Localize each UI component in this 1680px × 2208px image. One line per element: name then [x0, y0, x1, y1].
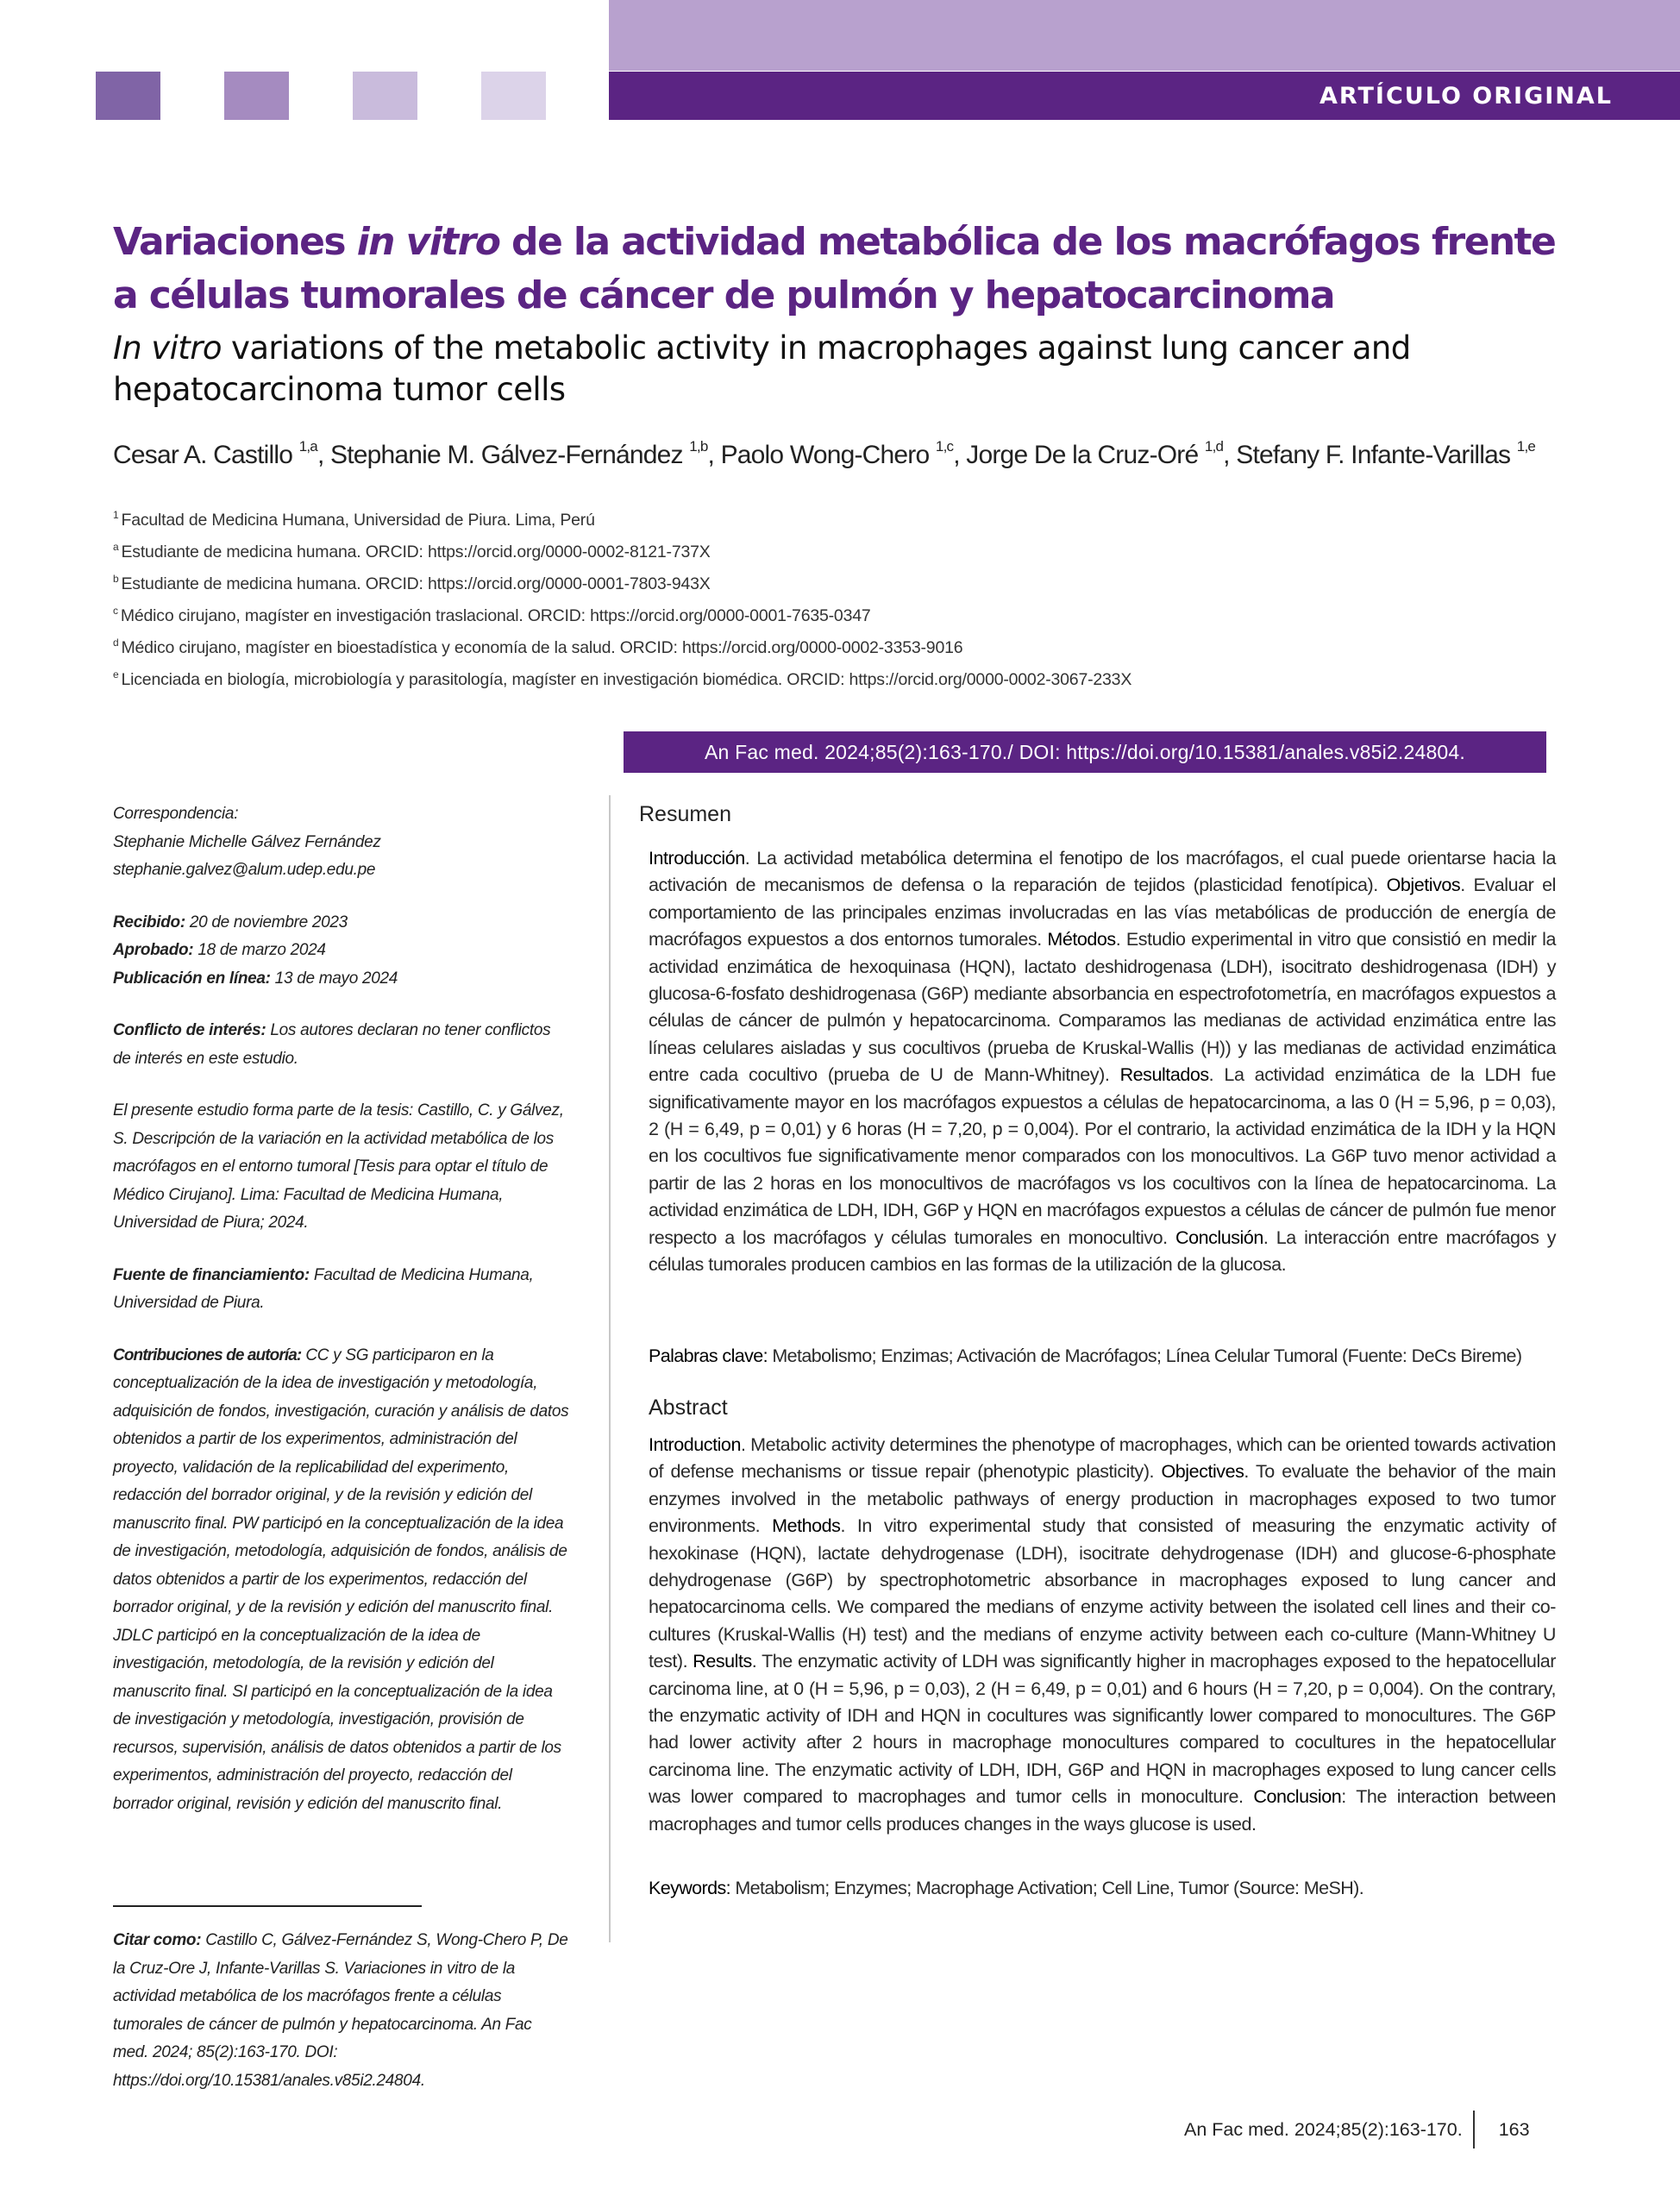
cite-label: Citar como:	[113, 1931, 202, 1949]
decorative-square	[224, 72, 289, 120]
affiliation-text: Estudiante de medicina humana. ORCID: https://orcid.org/0000-0001-7803-943X	[121, 574, 711, 593]
palabras-clave	[649, 1346, 1556, 1367]
article-title-en	[113, 328, 1562, 411]
received-label: Recibido:	[113, 913, 185, 932]
correspondence-label: Correspondencia:	[113, 805, 239, 823]
author-name: Stephanie M. Gálvez-Fernández	[330, 441, 683, 469]
section-label: Conclusión	[1175, 1226, 1263, 1248]
page-footer	[1184, 2111, 1530, 2148]
article-title-es	[113, 216, 1562, 323]
affiliation-text: Estudiante de medicina humana. ORCID: https://orcid.org/0000-0002-8121-737X	[121, 543, 711, 561]
section-label: Objectives	[1161, 1461, 1244, 1483]
resumen-body	[649, 845, 1556, 1279]
author-separator: ,	[707, 441, 721, 469]
correspondence-name: Stephanie Michelle Gálvez Fernández	[113, 832, 381, 851]
decorative-square	[353, 72, 417, 120]
affiliation-mark: e	[113, 668, 119, 681]
abstract-heading: Abstract	[649, 1396, 728, 1420]
approved-label: Aprobado:	[113, 941, 194, 959]
author-separator: ,	[1223, 441, 1237, 469]
author-separator: ,	[953, 441, 967, 469]
author-name: Cesar A. Castillo	[113, 441, 293, 469]
abstract-body	[649, 1432, 1556, 1838]
header-dark-band	[609, 72, 1680, 120]
section-text: . Estudio experimental in vitro que consistió en medir la actividad enzimática de hexoquinasa (HQN), lactato deshidrogenasa (LDH), isocitrato deshidrogenasa (IDH) y glucosa-6-fosfato deshidrogenasa (G6P) mediante absorbancia en espectrofotometría, en macrófagos expuestos a células de cáncer de pulmón y hepatocarcinoma. Comparamos las medianas de actividad enzimática entre las líneas celulares aisladas y sus cocultivos (prueba de Kruskal-Wallis (H)) y las medianas de actividad enzimática entre cada cocultivo (prueba de U de Mann-Whitney).	[649, 929, 1556, 1086]
footer-journal-ref: An Fac med. 2024;85(2):163-170.	[1184, 2118, 1463, 2140]
affiliations	[113, 502, 1579, 693]
keywords-label: Palabras clave:	[649, 1346, 768, 1366]
doi-band	[624, 731, 1546, 773]
section-text: . La actividad enzimática de la LDH fue significativamente mayor en los macrófagos expuestos a células de hepatocarcinoma, a las 0 (H = 5,96, p = 0,03), 2 (H = 6,49, p = 0,01) y 6 horas (H = 7,20, p = 0,004). Por el contrario, la actividad enzimática de la IDH y la HQN en los cocultivos fue significativamente menor comparados con los monocultivos. La G6P tuvo menor actividad a partir de las 2 horas en los monocultivos de macrófagos vs los cocultivos con la línea de hepatocarcinoma. La actividad enzimática de LDH, IDH, G6P y HQN en macrófagos expuestos a células de cáncer de pulmón fue menor respecto a los macrófagos y células tumorales en monocultivo.	[649, 1064, 1556, 1248]
affiliation-mark: d	[113, 637, 119, 649]
section-label: Introduction	[649, 1434, 741, 1455]
keywords-text: Metabolismo; Enzimas; Activación de Macrófagos; Línea Celular Tumoral (Fuente: DeCs Bireme)	[768, 1346, 1522, 1366]
published-date: 13 de mayo 2024	[270, 969, 398, 988]
author-affiliation-mark: 1,b	[689, 438, 708, 455]
keywords-label: Keywords:	[649, 1878, 730, 1898]
correspondence	[113, 800, 570, 885]
section-text: . In vitro experimental study that consisted of measuring the enzymatic activity of hexokinase (HQN), lactate dehydrogenase (LDH), isocitrate dehydrogenase (IDH) and glucose-6-phosphate dehydrogenase (G6P) by spectrophotometric absorbance in macrophages exposed to lung cancer and hepatocarcinoma cells. We compared the medians of enzyme activity between the isolated cell lines and their co-cultures (Kruskal-Wallis (H) test) and the medians of enzyme activity between each co-culture (Mann-Whitney U test).	[649, 1515, 1556, 1672]
title-es-text: Variaciones	[113, 220, 357, 264]
section-label: Objetivos	[1386, 875, 1461, 896]
conflict-label: Conflicto de interés:	[113, 1021, 266, 1039]
thesis-note: El presente estudio forma parte de la tesis: Castillo, C. y Gálvez, S. Descripción de la variación en la actividad metabólica de los macrófagos en el entorno tumoral [Tesis para optar el título de Médico Cirujano]. Lima: Facultad de Medicina Humana, Universidad de Piura; 2024.	[113, 1101, 564, 1232]
section-text: : The interaction between macrophages and tumor cells produces changes in the ways glucose is used.	[649, 1786, 1556, 1835]
author-affiliation-mark: 1,d	[1204, 438, 1224, 455]
author-list	[113, 438, 1665, 470]
sidebar-metadata	[113, 800, 570, 1846]
author-affiliation-mark: 1,c	[935, 438, 954, 455]
section-label: Resultados	[1119, 1064, 1209, 1086]
approved-date: 18 de marzo 2024	[193, 941, 326, 959]
section-label: Introducción	[649, 848, 745, 869]
affiliation-item	[113, 598, 1579, 630]
correspondence-email[interactable]: stephanie.galvez@alum.udep.edu.pe	[113, 861, 376, 879]
decorative-square	[481, 72, 546, 120]
section-label: Results	[693, 1651, 752, 1672]
section-label: ARTÍCULO ORIGINAL	[1320, 82, 1613, 110]
author-affiliation-mark: 1,a	[298, 438, 317, 455]
keywords	[649, 1878, 1556, 1899]
contrib-label: Contribuciones de autoría:	[113, 1346, 302, 1364]
section-text: . The enzymatic activity of LDH was significantly higher in macrophages exposed to the hepatocellular carcinoma line, at 0 (H = 5,96, p = 0,03), 2 (H = 6,49, p = 0,01) and 6 hours (H = 7,20, p = 0,004). On the contrary, the enzymatic activity of IDH and HQN in cocultures was significantly lower compared to monocultures. The G6P had lower activity after 2 hours in macrophage monocultures compared to cocultures in the hepatocellular carcinoma line. The enzymatic activity of LDH, IDH, G6P and HQN in macrophages exposed to lung cancer cells was lower compared to macrophages and tumor cells in monoculture.	[649, 1651, 1556, 1808]
section-text: . Evaluar el comportamiento de las principales enzimas involucradas en las vías metabólicas de producción de energía de macrófagos expuestos a dos entornos tumorales.	[649, 875, 1556, 950]
decorative-square	[96, 72, 160, 120]
author-contributions	[113, 1342, 570, 1819]
affiliation-mark: 1	[113, 509, 119, 521]
published-label: Publicación en línea:	[113, 969, 271, 988]
funding	[113, 1262, 570, 1318]
title-en-text: variations of the metabolic activity in macrophages against lung cancer and hepatocarcinoma tumor cells	[113, 329, 1411, 408]
cite-text: Castillo C, Gálvez-Fernández S, Wong-Chero P, De la Cruz-Ore J, Infante-Varillas S. Variaciones in vitro de la actividad metabólica de los macrófagos frente a células tumorales de cáncer de pulmón y hepatocarcinoma. An Fac med. 2024; 85(2):163-170. DOI: https://doi.org/10.15381/anales.v85i2.24804.	[113, 1931, 568, 2090]
affiliation-mark: c	[113, 605, 118, 617]
author-affiliation-mark: 1,e	[1516, 438, 1536, 455]
author-separator: ,	[317, 441, 331, 469]
affiliation-mark: b	[113, 573, 119, 585]
author-name: Jorge De la Cruz-Oré	[966, 441, 1199, 469]
title-es-italic: in vitro	[356, 220, 500, 264]
section-label: Methods	[772, 1515, 841, 1537]
affiliation-text: Licenciada en biología, microbiología y parasitología, magíster en investigación biomédica. ORCID: https://orcid.org/0000-0002-3067-233X	[121, 670, 1132, 689]
affiliation-text: Médico cirujano, magíster en bioestadística y economía de la salud. ORCID: https://orcid.org/0000-0002-3353-9016	[121, 638, 963, 657]
conflict-text: Los autores declaran no tener conflictos de interés en este estudio.	[113, 1021, 551, 1068]
funding-label: Fuente de financiamiento:	[113, 1265, 310, 1284]
cite-as	[113, 1927, 570, 2095]
section-text: . La actividad metabólica determina el fenotipo de los macrófagos, el cual puede orientarse hacia la activación de mecanismos de defensa o la reparación de tejidos (plasticidad fenotípica).	[649, 848, 1556, 896]
affiliation-item	[113, 534, 1579, 566]
resumen-heading: Resumen	[639, 802, 731, 826]
conflict-of-interest	[113, 1017, 570, 1073]
author-name: Paolo Wong-Chero	[720, 441, 930, 469]
footer-divider	[1473, 2111, 1475, 2148]
affiliation-item	[113, 566, 1579, 598]
received-date: 20 de noviembre 2023	[185, 913, 348, 932]
author-name: Stefany F. Infante-Varillas	[1236, 441, 1511, 469]
title-es-text: de la actividad metabólica de los macrófagos frente a células tumorales de cáncer de pulmón y hepatocarcinoma	[113, 220, 1556, 317]
affiliation-item	[113, 662, 1579, 693]
title-en-italic: In vitro	[113, 329, 222, 367]
affiliation-text: Facultad de Medicina Humana, Universidad de Piura. Lima, Perú	[121, 511, 595, 530]
affiliation-item	[113, 502, 1579, 534]
section-text: . La interacción entre macrófagos y células tumorales producen cambios en las formas de la utilización de la glucosa.	[649, 1226, 1556, 1276]
section-label: Métodos	[1047, 929, 1116, 950]
section-text: . To evaluate the behavior of the main enzymes involved in the metabolic pathways of energy production in macrophages exposed to two tumor environments.	[649, 1461, 1556, 1537]
contrib-text: CC y SG participaron en la conceptualización de la idea de investigación y metodología, adquisición de fondos, investigación, curación y análisis de datos obtenidos a partir de los experimentos, administración del proyecto, validación de la replicabilidad del experimento, redacción del borrador original, y de la revisión y edición del manuscrito final. PW participó en la conceptualización de la idea de investigación, metodología, adquisición de fondos, análisis de datos obtenidos a partir de los experimentos, redacción del borrador original, y de la revisión y edición del manuscrito final. JDLC participó en la conceptualización de la idea de investigación, metodología, de la revisión y edición del manuscrito final. SI participó en la conceptualización de la idea de investigación y metodología, investigación, provisión de recursos, supervisión, análisis de datos obtenidos a partir de los experimentos, administración del proyecto, redacción del borrador original, revisión y edición del manuscrito final.	[113, 1346, 569, 1813]
doi-citation[interactable]: An Fac med. 2024;85(2):163-170./ DOI: https://doi.org/10.15381/anales.v85i2.24804.	[704, 740, 1466, 763]
affiliation-text: Médico cirujano, magíster en investigación traslacional. ORCID: https://orcid.org/0000-0001-7635-0347	[120, 606, 871, 625]
column-divider	[609, 795, 611, 1942]
header-light-band	[609, 0, 1680, 71]
funding-text: Facultad de Medicina Humana, Universidad de Piura.	[113, 1265, 534, 1312]
section-text: . Metabolic activity determines the phenotype of macrophages, which can be oriented towards activation of defense mechanisms or tissue repair (phenotypic plasticity).	[649, 1434, 1556, 1483]
affiliation-mark: a	[113, 541, 119, 553]
affiliation-item	[113, 630, 1579, 662]
section-label: Conclusion	[1253, 1786, 1342, 1808]
footnote-rule	[113, 1905, 422, 1907]
page-number: 163	[1498, 2118, 1530, 2140]
keywords-text: Metabolism; Enzymes; Macrophage Activation; Cell Line, Tumor (Source: MeSH).	[730, 1878, 1364, 1898]
dates	[113, 909, 570, 994]
